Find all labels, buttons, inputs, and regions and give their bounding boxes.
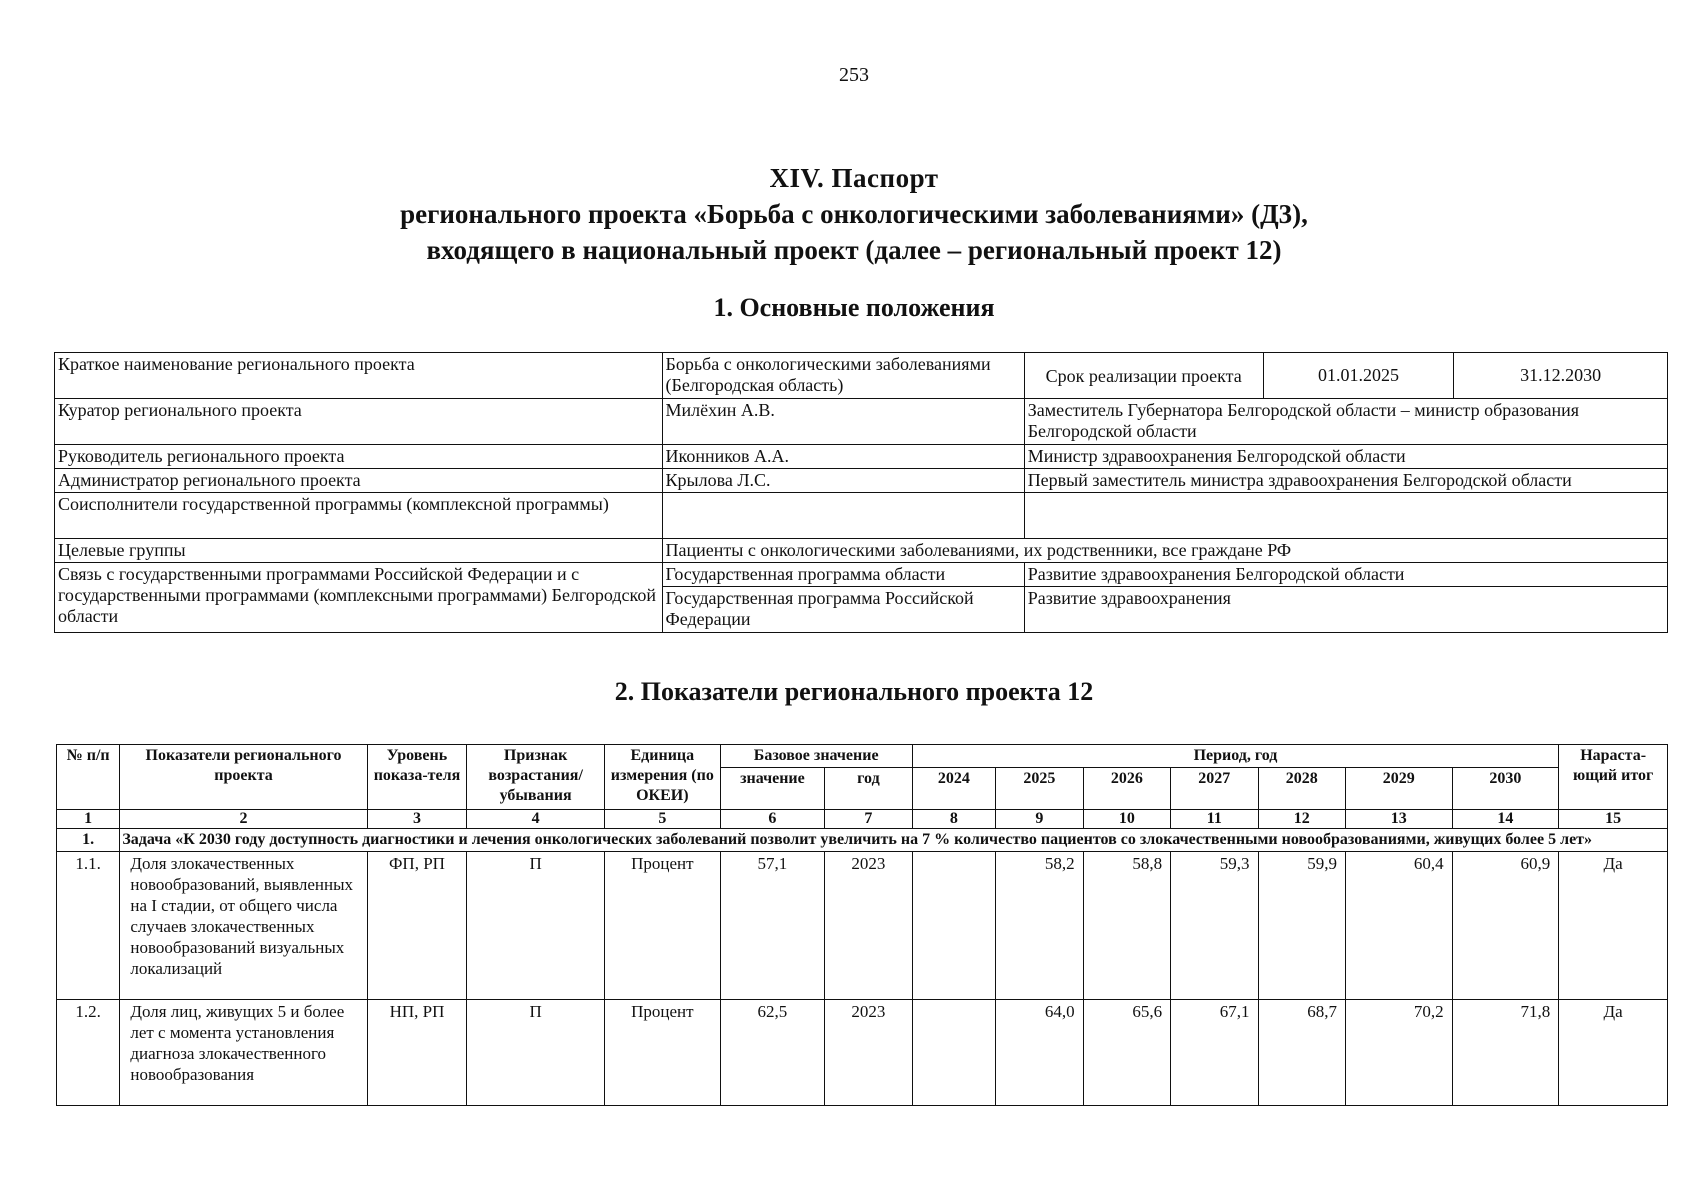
header-base: Базовое значение <box>720 745 912 768</box>
indicator-row-1-1 <box>57 852 1668 1000</box>
row-base-value: 62,5 <box>720 1000 825 1106</box>
row-cumulative: Да <box>1559 852 1668 1000</box>
coexecutors-label: Соисполнители государственной программы (комплексной программы) <box>55 493 663 539</box>
row-unit: Процент <box>605 852 721 1000</box>
coexecutors-position <box>1024 493 1667 539</box>
header-year: 2028 <box>1258 768 1345 810</box>
column-number: 14 <box>1452 810 1559 829</box>
row-cumulative: Да <box>1559 1000 1668 1106</box>
header-indicator: Показатели регионального проекта <box>120 745 367 810</box>
indicators-table <box>56 744 1668 1106</box>
curator-label: Куратор регионального проекта <box>55 399 663 445</box>
row-indicator-name: Доля злокачественных новообразований, выявленных на I стадии, от общего числа случаев злокачественных новообразований визуальных локализаций <box>120 852 367 1000</box>
header-base-value: значение <box>720 768 825 810</box>
target-groups-value: Пациенты с онкологическими заболеваниями, их родственники, все граждане РФ <box>662 539 1668 563</box>
header-year: 2026 <box>1083 768 1170 810</box>
row-coexecutors <box>55 493 1668 539</box>
row-sign: П <box>467 852 605 1000</box>
coexecutors-value <box>662 493 1024 539</box>
column-number: 13 <box>1346 810 1453 829</box>
column-number: 6 <box>720 810 825 829</box>
page-number: 253 <box>839 64 869 86</box>
row-value-2030: 60,9 <box>1452 852 1559 1000</box>
row-indicator-name: Доля лиц, живущих 5 и более лет с момента установления диагноза злокачественного новообразования <box>120 1000 367 1106</box>
row-value-2030: 71,8 <box>1452 1000 1559 1106</box>
admin-name: Крылова Л.С. <box>662 469 1024 493</box>
row-unit: Процент <box>605 1000 721 1106</box>
column-number: 11 <box>1171 810 1258 829</box>
row-level: ФП, РП <box>367 852 467 1000</box>
header-cumulative: Нараста-ющий итог <box>1559 745 1668 810</box>
links-federal-label: Государственная программа Российской Федерации <box>662 587 1024 633</box>
short-name-value: Борьба с онкологическими заболеваниями (Белгородская область) <box>662 353 1024 399</box>
short-name-label: Краткое наименование регионального проекта <box>55 353 663 399</box>
links-regional-label: Государственная программа области <box>662 563 1024 587</box>
admin-position: Первый заместитель министра здравоохранения Белгородской области <box>1024 469 1667 493</box>
column-number: 2 <box>120 810 367 829</box>
row-curator <box>55 399 1668 445</box>
row-value-2028: 68,7 <box>1258 1000 1345 1106</box>
row-value-2029: 70,2 <box>1346 1000 1453 1106</box>
title-line-1: XIV. Паспорт <box>769 163 939 193</box>
header-year: 2024 <box>912 768 995 810</box>
row-admin <box>55 469 1668 493</box>
row-value-2026: 58,8 <box>1083 852 1170 1000</box>
target-groups-label: Целевые группы <box>55 539 663 563</box>
column-number-row <box>57 810 1668 829</box>
header-year: 2027 <box>1171 768 1258 810</box>
term-start: 01.01.2025 <box>1263 353 1454 399</box>
row-value-2027: 59,3 <box>1171 852 1258 1000</box>
indicator-row-1-2 <box>57 1000 1668 1106</box>
column-number: 8 <box>912 810 995 829</box>
links-regional-value: Развитие здравоохранения Белгородской области <box>1024 563 1667 587</box>
curator-name: Милёхин А.В. <box>662 399 1024 445</box>
row-value-2026: 65,6 <box>1083 1000 1170 1106</box>
head-name: Иконников А.А. <box>662 445 1024 469</box>
links-label: Связь с государственными программами Российской Федерации и с государственными программами (комплексными программами) Белгородской области <box>55 563 663 633</box>
column-number: 10 <box>1083 810 1170 829</box>
row-level: НП, РП <box>367 1000 467 1106</box>
section-1-heading: 1. Основные положения <box>713 293 995 322</box>
header-base-year: год <box>825 768 912 810</box>
row-value-2029: 60,4 <box>1346 852 1453 1000</box>
title-line-3: входящего в национальный проект (далее – региональный проект 12) <box>426 235 1282 265</box>
header-year: 2025 <box>996 768 1083 810</box>
curator-position: Заместитель Губернатора Белгородской области – министр образования Белгородской области <box>1024 399 1667 445</box>
column-number: 15 <box>1559 810 1668 829</box>
row-num: 1.1. <box>57 852 120 1000</box>
row-num: 1.2. <box>57 1000 120 1106</box>
row-value-2027: 67,1 <box>1171 1000 1258 1106</box>
column-number: 5 <box>605 810 721 829</box>
column-number: 12 <box>1258 810 1345 829</box>
section-2-heading: 2. Показатели регионального проекта 12 <box>614 677 1094 706</box>
row-sign: П <box>467 1000 605 1106</box>
term-label: Срок реализации проекта <box>1024 353 1263 399</box>
row-value-2025: 64,0 <box>996 1000 1083 1106</box>
head-position: Министр здравоохранения Белгородской области <box>1024 445 1667 469</box>
header-year: 2030 <box>1452 768 1559 810</box>
admin-label: Администратор регионального проекта <box>55 469 663 493</box>
links-federal-value: Развитие здравоохранения <box>1024 587 1667 633</box>
row-links-regional <box>55 563 1668 587</box>
title-line-2: регионального проекта «Борьба с онкологическими заболеваниями» (Д3), <box>400 199 1308 229</box>
row-value-2024 <box>912 1000 995 1106</box>
document-title <box>0 160 1708 268</box>
header-unit: Единица измерения (по ОКЕИ) <box>605 745 721 810</box>
task-num: 1. <box>57 829 120 852</box>
header-sign: Признак возрастания/ убывания <box>467 745 605 810</box>
row-head <box>55 445 1668 469</box>
task-text: Задача «К 2030 году доступность диагностики и лечения онкологических заболеваний позволит увеличить на 7 % количество пациентов со злокачественными новообразованиями, живущих более 5 лет» <box>120 829 1668 852</box>
column-number: 4 <box>467 810 605 829</box>
header-row-1 <box>57 745 1668 768</box>
header-year: 2029 <box>1346 768 1453 810</box>
row-base-value: 57,1 <box>720 852 825 1000</box>
row-base-year: 2023 <box>825 1000 912 1106</box>
task-row <box>57 829 1668 852</box>
row-value-2025: 58,2 <box>996 852 1083 1000</box>
row-short-name <box>55 353 1668 399</box>
column-number: 1 <box>57 810 120 829</box>
head-label: Руководитель регионального проекта <box>55 445 663 469</box>
row-value-2024 <box>912 852 995 1000</box>
row-target-groups <box>55 539 1668 563</box>
column-number: 3 <box>367 810 467 829</box>
header-num: № п/п <box>57 745 120 810</box>
row-base-year: 2023 <box>825 852 912 1000</box>
header-level: Уровень показа-теля <box>367 745 467 810</box>
row-value-2028: 59,9 <box>1258 852 1345 1000</box>
header-period: Период, год <box>912 745 1559 768</box>
term-end: 31.12.2030 <box>1454 353 1668 399</box>
column-number: 7 <box>825 810 912 829</box>
main-provisions-table <box>54 352 1668 633</box>
column-number: 9 <box>996 810 1083 829</box>
